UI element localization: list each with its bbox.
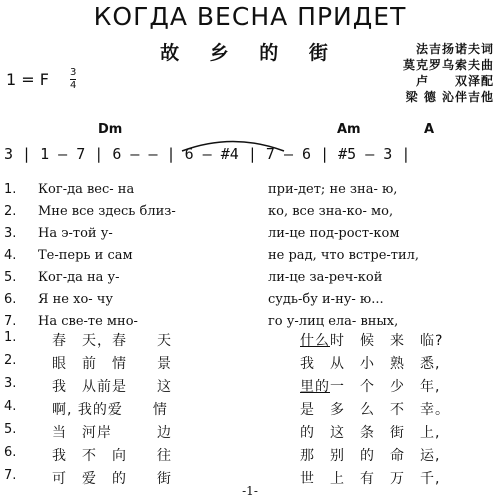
lyric-line-zh-second xyxy=(300,422,440,442)
lyric-line-ru-second: ли-це под-рост-ком xyxy=(268,226,400,241)
lyric-line-zh-first: 春 天，春 天 xyxy=(52,333,172,349)
lyric-text: 一 个 少 年, xyxy=(330,379,441,395)
lyric-line-ru-first: На све-те мно- xyxy=(38,314,138,329)
verse-number: 2. xyxy=(4,353,17,368)
credit-arranger: 卢 双泽配 xyxy=(415,74,494,88)
lyric-line-ru-first: Ког-да вес- на xyxy=(38,182,135,197)
verse-number: 5. xyxy=(4,422,17,437)
verse-number: 6. xyxy=(4,445,17,460)
lyric-line-zh-first: 啊, 我的爱 情 xyxy=(52,402,168,418)
underlined-lyric: 什么 xyxy=(300,333,330,349)
lyric-line-ru-first: Я не хо- чу xyxy=(38,292,114,307)
lyric-line-zh-first: 当 河岸 边 xyxy=(52,425,172,441)
lyric-line-zh-first: 我 不 向 往 xyxy=(52,448,172,464)
lyric-line-ru-first: Мне все здесь близ- xyxy=(38,204,176,219)
chord-dm: Dm xyxy=(98,122,123,137)
verse-number: 4. xyxy=(4,248,17,263)
verse-number: 1. xyxy=(4,182,17,197)
meter-top: 3 xyxy=(70,67,77,78)
lyric-line-zh-second xyxy=(300,353,440,373)
chord-a: A xyxy=(424,122,435,137)
lyric-text: 是 多 么 不 幸。 xyxy=(300,402,450,418)
lyric-line-zh-second xyxy=(300,376,440,396)
lyric-text: 我 从 小 熟 悉, xyxy=(300,356,441,372)
lyric-line-ru-second: ли-це за-реч-кой xyxy=(268,270,383,285)
title-russian: КОГДА ВЕСНА ПРИДЕТ xyxy=(93,2,407,31)
credit-composer: 莫克罗乌索夫曲 xyxy=(402,58,494,72)
verse-number: 7. xyxy=(4,314,17,329)
verse-number: 4. xyxy=(4,399,17,414)
verse-number: 6. xyxy=(4,292,17,307)
lyric-line-zh-second xyxy=(300,445,440,465)
verse-number: 3. xyxy=(4,376,17,391)
chord-am: Am xyxy=(337,122,361,137)
title-chinese: 故 乡 的 街 xyxy=(160,42,340,64)
lyric-line-zh-first: 可 爱 的 街 xyxy=(52,471,172,487)
lyric-line-ru-second: судь-бу и-ну- ю... xyxy=(268,292,384,307)
credit-lyricist: 法吉扬诺夫词 xyxy=(415,42,494,56)
lyric-line-zh-first: 我 从前是 这 xyxy=(52,379,172,395)
lyric-line-ru-second: ко, все зна-ко- мо, xyxy=(268,204,394,219)
verse-number: 5. xyxy=(4,270,17,285)
verse-number: 2. xyxy=(4,204,17,219)
lyric-line-ru-second: го у-лиц ела- вных, xyxy=(268,314,399,329)
credit-guitar: 梁 德 沁伴吉他 xyxy=(405,90,494,104)
lyric-line-ru-first: Ког-да на у- xyxy=(38,270,120,285)
lyric-line-ru-first: Те-перь и сам xyxy=(38,248,133,263)
verse-number: 3. xyxy=(4,226,17,241)
key-signature: 1 = F xyxy=(6,70,49,89)
lyric-text: 的 这 条 街 上, xyxy=(300,425,441,441)
time-signature xyxy=(70,68,76,91)
lyric-line-ru-second: при-дет; не зна- ю, xyxy=(268,182,398,197)
lyric-line-ru-second: не рад, что встре-тил, xyxy=(268,248,420,263)
underlined-lyric: 里的 xyxy=(300,379,330,395)
verse-number: 1. xyxy=(4,330,17,345)
lyric-line-zh-second xyxy=(300,399,450,419)
page-number: -1- xyxy=(242,484,258,498)
lyric-text: 时 候 来 临? xyxy=(330,333,444,349)
lyric-text: 世 上 有 万 千, xyxy=(300,471,441,487)
lyric-line-zh-second xyxy=(300,330,443,350)
meter-bottom: 4 xyxy=(70,80,77,91)
music-notation: 3 | 1 — 7 | 6 — — | 6 — #4 | 7 — 6 | #5 — 3 | xyxy=(4,145,411,163)
verse-number: 7. xyxy=(4,468,17,483)
lyric-line-ru-first: На э-той у- xyxy=(38,226,113,241)
lyric-line-zh-first: 眼 前 情 景 xyxy=(52,356,172,372)
lyric-text: 那 别 的 命 运, xyxy=(300,448,441,464)
